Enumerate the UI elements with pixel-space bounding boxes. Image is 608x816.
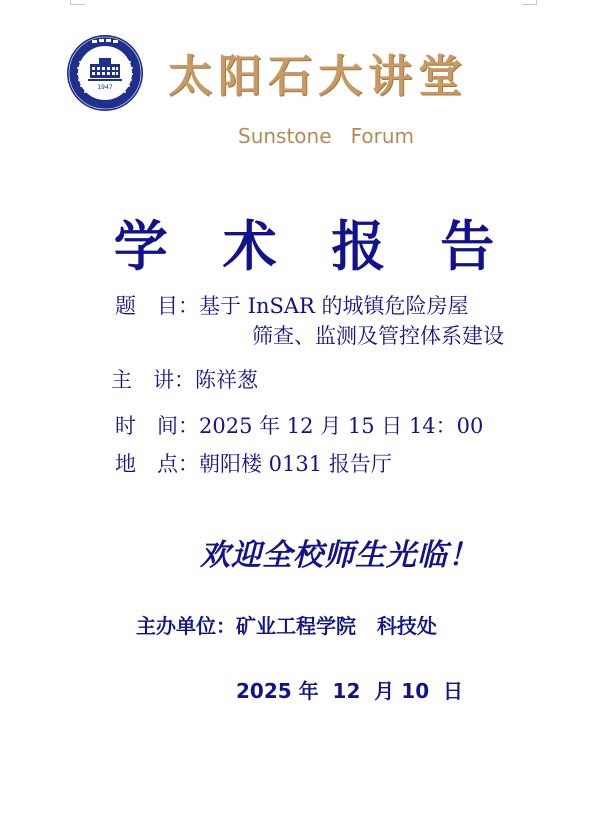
topic-separator: ： xyxy=(178,294,199,318)
logo-year: 1947 xyxy=(97,84,113,91)
speaker-row xyxy=(111,364,258,394)
report-title: 学 术 报 告 xyxy=(113,214,513,278)
place-separator: ： xyxy=(178,452,199,476)
welcome-message: 欢迎全校师生光临！ xyxy=(200,538,479,573)
issue-date: 2025 年 12 月 10 日 xyxy=(236,679,464,703)
time-separator: ： xyxy=(178,414,199,438)
topic-row xyxy=(115,290,469,320)
speaker-label: 主 讲 xyxy=(111,368,174,392)
place-row xyxy=(115,448,392,478)
topic-label: 题 目 xyxy=(115,294,178,318)
time-value: 2025 年 12 月 15 日 14：00 xyxy=(199,414,484,438)
speaker-value: 陈祥葱 xyxy=(195,368,258,392)
topic-value-line2: 筛查、监测及管控体系建设 xyxy=(252,324,504,348)
time-label: 时 间 xyxy=(115,414,178,438)
university-logo xyxy=(66,34,144,112)
place-label: 地 点 xyxy=(115,452,178,476)
forum-title: 太阳石大讲堂 xyxy=(168,51,468,102)
organizer-line: 主办单位：矿业工程学院 科技处 xyxy=(136,614,437,638)
speaker-separator: ： xyxy=(174,368,195,392)
time-row xyxy=(115,410,483,440)
forum-subtitle: Sunstone Forum xyxy=(238,124,415,148)
page-corner-mark-left xyxy=(70,0,85,5)
topic-value-line1: 基于 InSAR 的城镇危险房屋 xyxy=(199,294,469,318)
page-corner-mark-right xyxy=(522,0,537,5)
topic-row-continued xyxy=(252,320,504,350)
place-value: 朝阳楼 0131 报告厅 xyxy=(199,452,392,476)
